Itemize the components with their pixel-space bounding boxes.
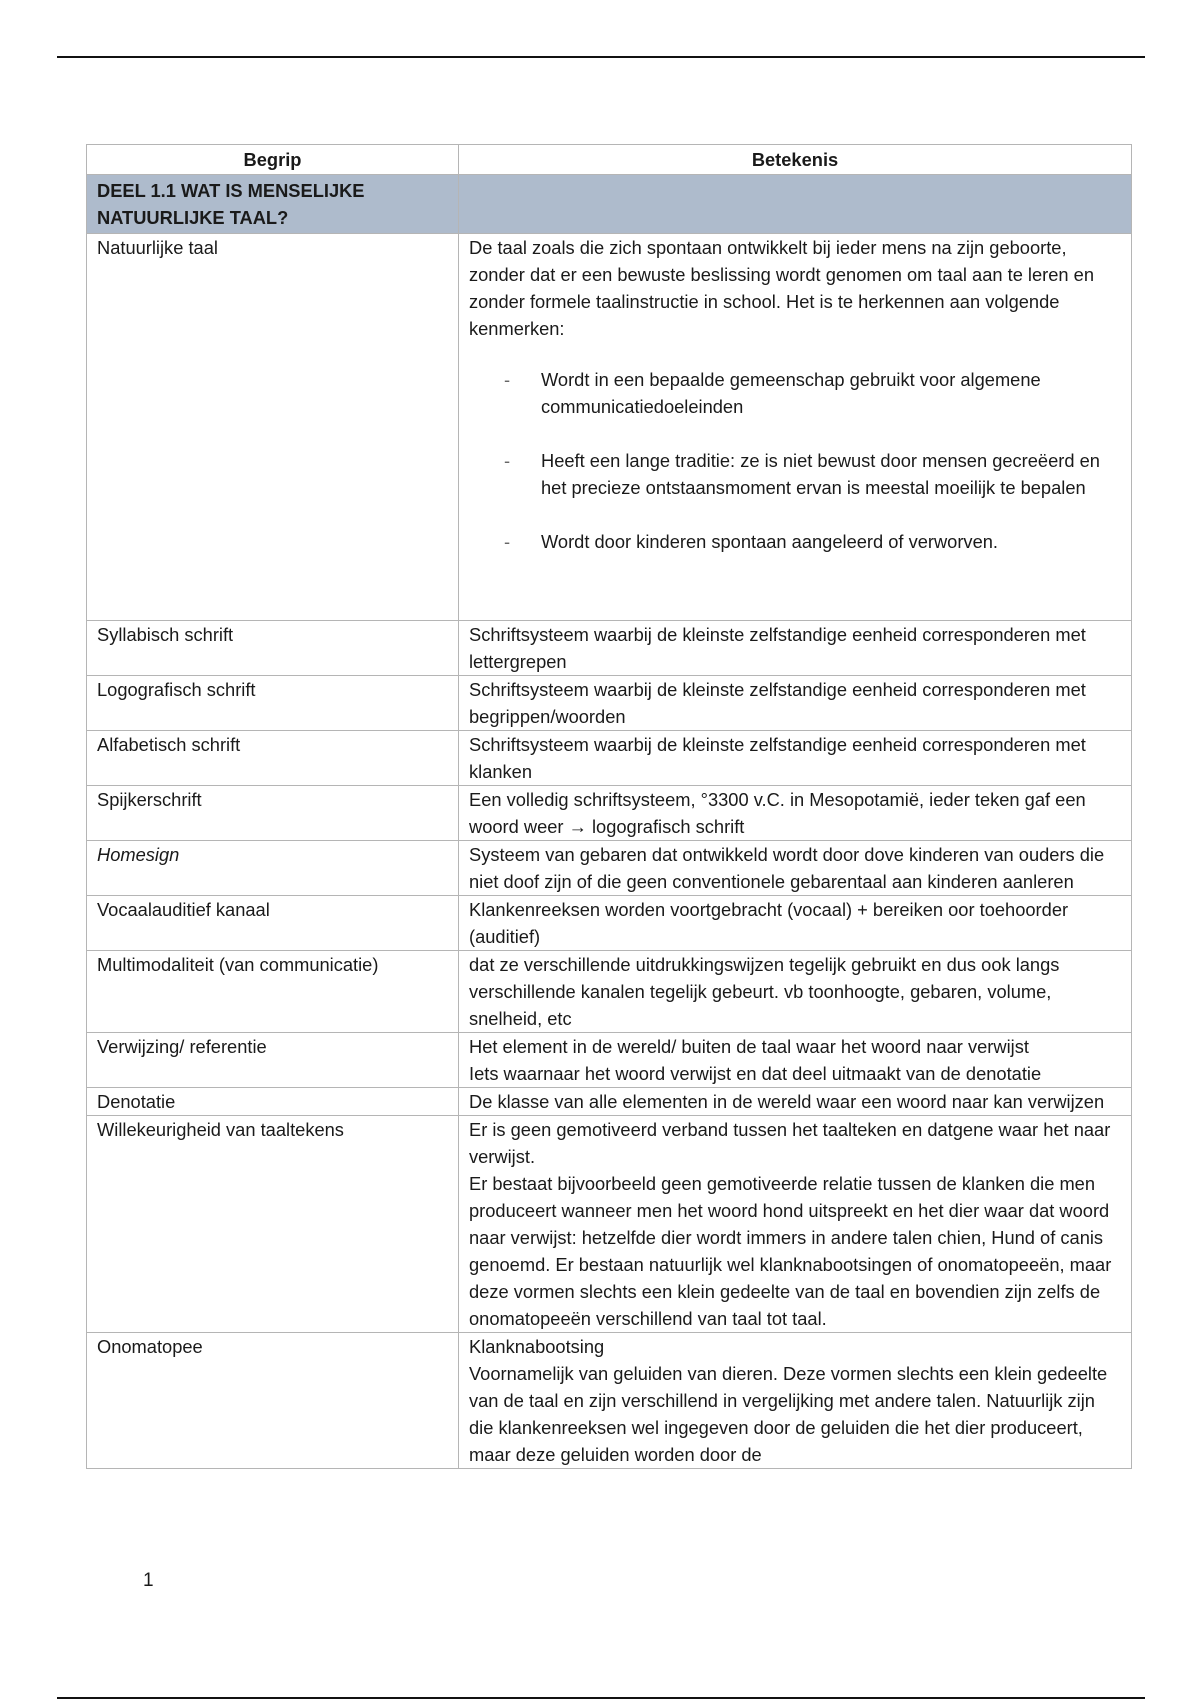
- characteristics-list: [469, 366, 1121, 555]
- arrow-right-icon: →: [568, 816, 587, 837]
- definition-cell: Schriftsysteem waarbij de kleinste zelfstandige eenheid corresponderen met lettergrepen: [459, 621, 1132, 676]
- table-row: [87, 1333, 1132, 1469]
- section-row: [87, 175, 1132, 234]
- table-row: [87, 786, 1132, 841]
- definition-cell: De klasse van alle elementen in de wereld waar een woord naar kan verwijzen: [459, 1088, 1132, 1116]
- term-cell: Onomatopee: [87, 1333, 459, 1469]
- page-number: 1: [143, 1570, 154, 1591]
- table-row: [87, 951, 1132, 1033]
- section-empty-cell: [459, 175, 1132, 234]
- glossary-table: [86, 144, 1132, 1469]
- footer-rule: [57, 1697, 1145, 1699]
- table-row: [87, 676, 1132, 731]
- definition-line: Klanknabootsing: [469, 1336, 605, 1357]
- table-row: [87, 841, 1132, 896]
- definition-cell: [459, 234, 1132, 621]
- table-row: [87, 621, 1132, 676]
- definition-cell: Schriftsysteem waarbij de kleinste zelfstandige eenheid corresponderen met begrippen/woorden: [459, 676, 1132, 731]
- definition-intro: De taal zoals die zich spontaan ontwikkelt bij ieder mens na zijn geboorte, zonder dat er een bewuste beslissing wordt genomen om taal aan te leren en zonder formele taalinstructie in school. Het is te herkennen aan volgende kenmerken:: [469, 237, 1094, 339]
- table-row: [87, 1088, 1132, 1116]
- term-cell: Verwijzing/ referentie: [87, 1033, 459, 1088]
- term-cell: Vocaalauditief kanaal: [87, 896, 459, 951]
- term-cell: Willekeurigheid van taaltekens: [87, 1116, 459, 1333]
- list-item: - Heeft een lange traditie: ze is niet bewust door mensen gecreëerd en het precieze ontstaansmoment ervan is meestal moeilijk te bepalen: [469, 447, 1121, 501]
- term-cell: Denotatie: [87, 1088, 459, 1116]
- definition-line: Het element in de wereld/ buiten de taal waar het woord naar verwijst: [469, 1036, 1029, 1057]
- definition-cell: [459, 1333, 1132, 1469]
- table-row: [87, 1116, 1132, 1333]
- term-cell: Homesign: [87, 841, 459, 896]
- table-row: [87, 896, 1132, 951]
- definition-line: Voornamelijk van geluiden van dieren. Deze vormen slechts een klein gedeelte van de taal en zijn verschillend in vergelijking met andere talen. Natuurlijk zijn die klankenreeksen wel ingegeven door de geluiden die het dier produceert, maar deze geluiden worden door de: [469, 1363, 1108, 1465]
- definition-cell: Systeem van gebaren dat ontwikkeld wordt door dove kinderen van ouders die niet doof zijn of die geen conventionele gebarentaal aan kinderen aanleren: [459, 841, 1132, 896]
- term-cell: Syllabisch schrift: [87, 621, 459, 676]
- term-cell: Spijkerschrift: [87, 786, 459, 841]
- definition-cell: [459, 1033, 1132, 1088]
- definition-cell: dat ze verschillende uitdrukkingswijzen tegelijk gebruikt en dus ook langs verschillende kanalen tegelijk gebeurt. vb toonhoogte, gebaren, volume, snelheid, etc: [459, 951, 1132, 1033]
- definition-cell: [459, 1116, 1132, 1333]
- term-cell: Alfabetisch schrift: [87, 731, 459, 786]
- list-item: - Wordt door kinderen spontaan aangeleerd of verworven.: [469, 528, 1121, 555]
- list-item: - Wordt in een bepaalde gemeenschap gebruikt voor algemene communicatiedoeleinden: [469, 366, 1121, 420]
- table-row: [87, 731, 1132, 786]
- table-row: [87, 1033, 1132, 1088]
- column-header-betekenis: Betekenis: [459, 145, 1132, 175]
- definition-line: Er is geen gemotiveerd verband tussen het taalteken en datgene waar het naar verwijst.: [469, 1119, 1111, 1167]
- section-title: DEEL 1.1 WAT IS MENSELIJKE NATUURLIJKE TAAL?: [87, 175, 459, 234]
- header-rule: [57, 56, 1145, 58]
- term-cell: Multimodaliteit (van communicatie): [87, 951, 459, 1033]
- definition-line: Iets waarnaar het woord verwijst en dat deel uitmaakt van de denotatie: [469, 1063, 1042, 1084]
- definition-line: Er bestaat bijvoorbeeld geen gemotiveerde relatie tussen de klanken die men produceert wanneer men het woord hond uitspreekt en het dier waar dat woord naar verwijst: hetzelfde dier wordt immers in andere talen chien, Hund of canis genoemd. Er bestaan natuurlijk wel klanknabootsingen of onomatopeeën, maar deze vormen slechts een klein gedeelte van de taal en bovendien zijn zelfs de onomatopeeën verschillend van taal tot taal.: [469, 1173, 1112, 1329]
- definition-text: Een volledig schriftsysteem, °3300 v.C. in Mesopotamië, ieder teken gaf een woord weer: [469, 789, 1086, 837]
- table-row: [87, 234, 1132, 621]
- term-cell: Logografisch schrift: [87, 676, 459, 731]
- definition-cell: [459, 786, 1132, 841]
- table-header-row: [87, 145, 1132, 175]
- definition-cell: Schriftsysteem waarbij de kleinste zelfstandige eenheid corresponderen met klanken: [459, 731, 1132, 786]
- column-header-begrip: Begrip: [87, 145, 459, 175]
- term-cell: Natuurlijke taal: [87, 234, 459, 621]
- definition-cell: Klankenreeksen worden voortgebracht (vocaal) + bereiken oor toehoorder (auditief): [459, 896, 1132, 951]
- definition-text: logografisch schrift: [591, 816, 745, 837]
